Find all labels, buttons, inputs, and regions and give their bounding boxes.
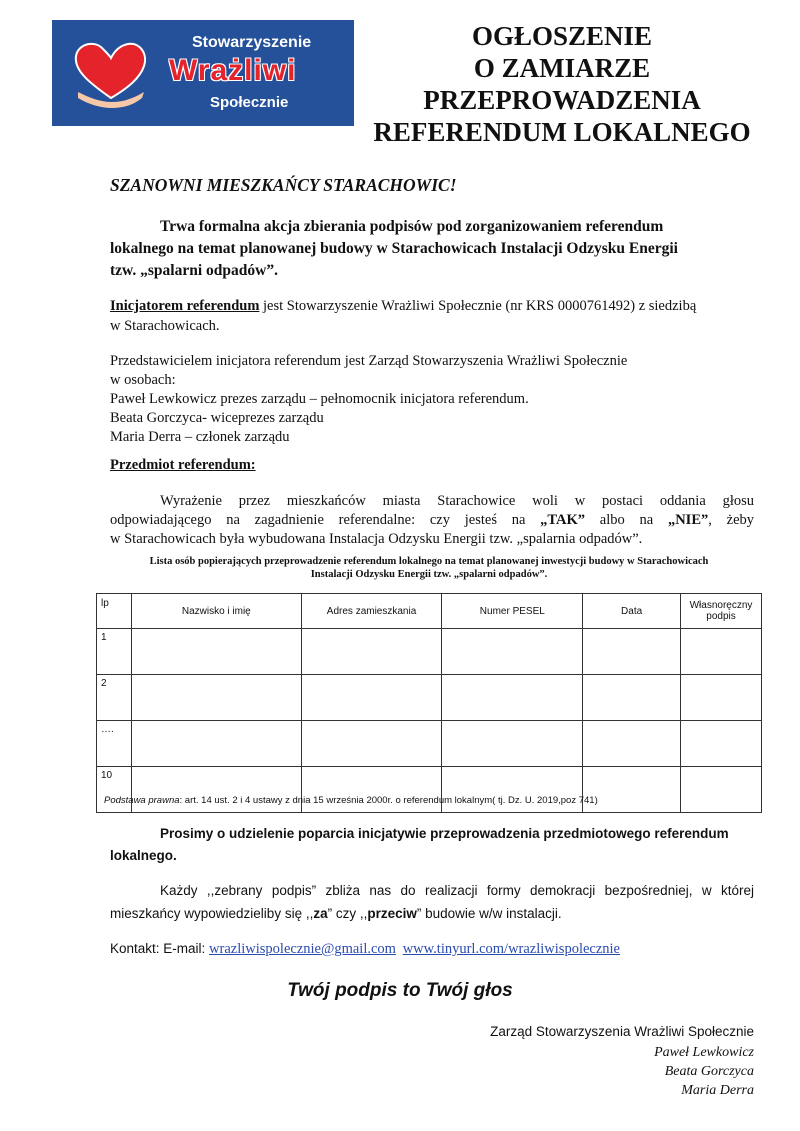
- board-member: Maria Derra: [681, 1083, 754, 1098]
- initiator-text: jest Stowarzyszenie Wrażliwi Społecznie (nr KRS 0000761492) z siedzibą: [259, 298, 697, 314]
- board-member: Paweł Lewkowicz: [654, 1045, 754, 1060]
- initiator-text-line2: w Starachowicach.: [110, 318, 220, 334]
- name-cell[interactable]: [131, 629, 301, 675]
- website-link[interactable]: www.tinyurl.com/wrazliwispolecznie: [402, 941, 620, 957]
- intro-line1: Trwa formalna akcja zbierania podpisów pod zorganizowaniem referendum: [160, 218, 664, 235]
- representatives-line: w osobach:: [110, 372, 176, 388]
- row-number: ….: [97, 721, 132, 767]
- date-cell[interactable]: [583, 721, 681, 767]
- address-cell[interactable]: [301, 721, 442, 767]
- address-cell[interactable]: [301, 675, 442, 721]
- word-for: za: [313, 906, 328, 921]
- pesel-cell[interactable]: [442, 721, 583, 767]
- title-line: PRZEPROWADZENIA: [423, 85, 701, 115]
- announcement-title: [352, 20, 772, 148]
- representatives: [110, 352, 627, 447]
- legal-basis-text: : art. 14 ust. 2 i 4 ustawy z dnia 15 września 2000r. o referendum lokalnym( tj. Dz. U. 2019,poz 741): [179, 795, 598, 806]
- header-name: Nazwisko i imię: [131, 594, 301, 629]
- subject-line2: [110, 511, 754, 530]
- representatives-line: Przedstawicielem inicjatora referendum jest Zarząd Stowarzyszenia Wrażliwi Społecznie: [110, 353, 628, 369]
- title-line: O ZAMIARZE: [473, 53, 651, 83]
- pesel-cell[interactable]: [442, 629, 583, 675]
- list-caption-line: Instalacji Odzysku Energii tzw. „spalarni odpadów”.: [310, 569, 548, 580]
- subject-text: odpowiadającego na zagadnienie referendalne: czy jesteś na: [110, 512, 541, 528]
- row-number: 10: [97, 767, 132, 813]
- initiator-label: Inicjatorem referendum: [110, 298, 260, 314]
- email-link[interactable]: wrazliwispolecznie@gmail.com: [209, 941, 396, 957]
- paragraph-text: ” budowie w/w instalacji.: [416, 906, 562, 921]
- signature-table: [96, 593, 762, 813]
- answer-yes: „TAK”: [540, 512, 586, 528]
- date-cell[interactable]: [583, 675, 681, 721]
- subject-text: albo na: [585, 512, 668, 528]
- table-row: [97, 629, 762, 675]
- address-cell[interactable]: [301, 629, 442, 675]
- subject-text: , żeby: [708, 512, 755, 528]
- header-signature: Własnoręczny podpis: [681, 594, 762, 629]
- row-number: 2: [97, 675, 132, 721]
- contact: [110, 941, 620, 958]
- signature-cell[interactable]: [681, 767, 762, 813]
- board-member: Beata Gorczyca: [664, 1064, 754, 1079]
- pesel-cell[interactable]: [442, 675, 583, 721]
- paragraph-text: mieszkańcy wypowiedzieliby się ,,: [110, 906, 314, 921]
- heart-in-hand-icon: [70, 36, 152, 112]
- list-caption: [96, 555, 762, 581]
- request-line2: lokalnego.: [110, 848, 177, 863]
- signature-cell[interactable]: [681, 629, 762, 675]
- row-number: 1: [97, 629, 132, 675]
- title-line: REFERENDUM LOKALNEGO: [373, 117, 751, 147]
- table-row: [97, 721, 762, 767]
- legal-basis: [104, 795, 598, 806]
- representatives-line: Beata Gorczyca- wiceprezes zarządu: [110, 410, 324, 426]
- intro-line3: tzw. „spalarni odpadów”.: [110, 262, 278, 279]
- answer-no: „NIE”: [667, 512, 709, 528]
- signature-paragraph-line1: Każdy ,,zebrany podpis” zbliża nas do realizacji formy demokracji bezpośredniej, w której: [160, 883, 754, 898]
- name-cell[interactable]: [131, 721, 301, 767]
- header-lp: lp: [97, 594, 132, 629]
- signature-cell[interactable]: [681, 721, 762, 767]
- legal-basis-label: Podstawa prawna: [104, 795, 180, 806]
- date-cell[interactable]: [583, 629, 681, 675]
- representatives-line: Maria Derra – członek zarządu: [110, 429, 290, 445]
- association-logo: [52, 20, 354, 126]
- title-line: OGŁOSZENIE: [471, 21, 653, 51]
- word-against: przeciw: [367, 906, 417, 921]
- table-header-row: [97, 594, 762, 629]
- request-line1: Prosimy o udzielenie poparcia inicjatywie przeprowadzenia przedmiotowego referendum: [160, 826, 729, 841]
- intro-line2: lokalnego na temat planowanej budowy w Starachowicach Instalacji Odzysku Energii: [110, 240, 678, 257]
- name-cell[interactable]: [131, 675, 301, 721]
- header-pesel: Numer PESEL: [442, 594, 583, 629]
- board-members: [654, 1043, 754, 1100]
- list-caption-line: Lista osób popierających przeprowadzenie referendum lokalnego na temat planowanej inwestycji budowy w Starachowicach: [149, 556, 709, 567]
- subject-heading: Przedmiot referendum:: [110, 457, 256, 473]
- subject-line1: Wyrażenie przez mieszkańców miasta Starachowice woli w postaci oddania głosu: [160, 493, 754, 509]
- logo-text-line3: Społecznie: [210, 94, 289, 111]
- greeting: SZANOWNI MIESZKAŃCY STARACHOWIC!: [110, 175, 457, 195]
- header-address: Adres zamieszkania: [301, 594, 442, 629]
- logo-text-line2: Wrażliwi: [169, 54, 297, 87]
- signature-cell[interactable]: [681, 675, 762, 721]
- table-row: [97, 675, 762, 721]
- subject-line3: w Starachowicach była wybudowana Instalacja Odzysku Energii tzw. „spalarnia odpadów”.: [110, 531, 643, 547]
- board-name: Zarząd Stowarzyszenia Wrażliwi Społecznie: [490, 1024, 754, 1039]
- header-date: Data: [583, 594, 681, 629]
- logo-text-line1: Stowarzyszenie: [192, 34, 312, 51]
- contact-label: Kontakt: E-mail:: [110, 941, 210, 956]
- signature-paragraph-line2: [110, 906, 562, 921]
- initiator-paragraph: [110, 297, 696, 316]
- slogan: Twój podpis to Twój głos: [287, 980, 513, 1001]
- paragraph-text: ” czy ,,: [327, 906, 368, 921]
- representatives-line: Paweł Lewkowicz prezes zarządu – pełnomocnik inicjatora referendum.: [110, 391, 529, 407]
